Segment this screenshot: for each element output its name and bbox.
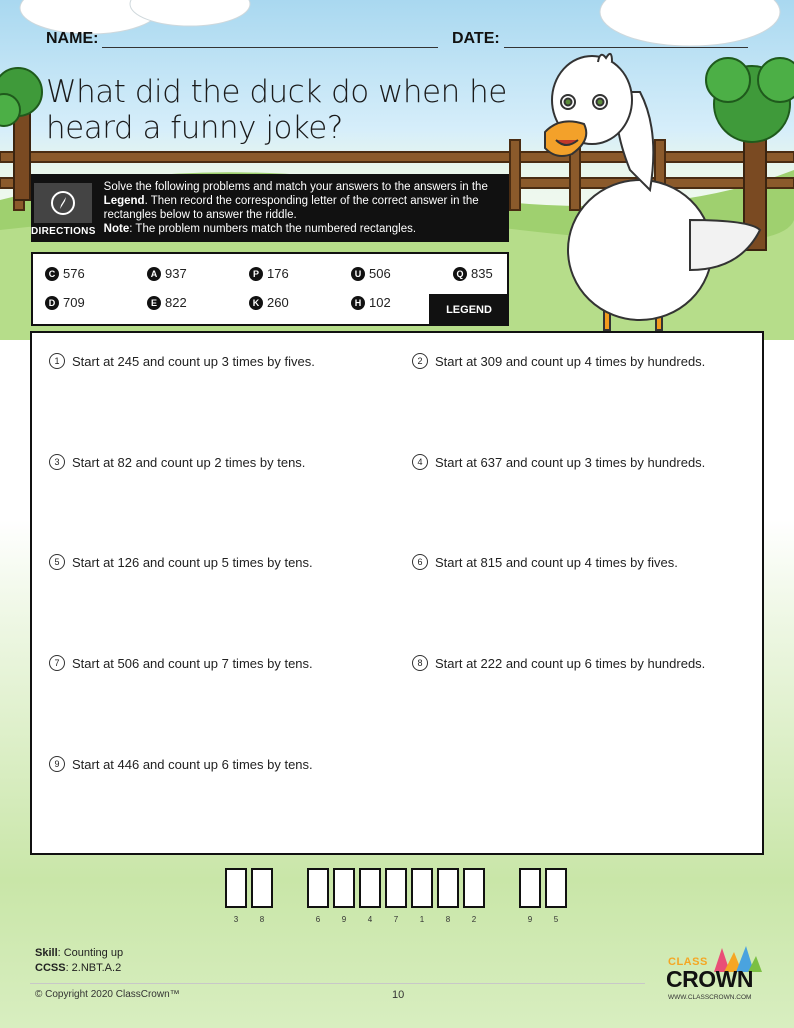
legend-item [249,266,289,281]
problem-text: Start at 815 and count up 4 times by fives. [435,554,678,570]
directions-label: DIRECTIONS [31,226,96,237]
legend-item [351,266,391,281]
legend-tag: LEGEND [429,294,509,326]
legend-letter: H [351,296,365,310]
answer-box[interactable] [437,868,459,908]
legend-value: 102 [369,295,391,310]
skill-line [35,946,123,961]
problem-item [412,655,705,671]
note-label: Note [103,223,130,235]
problem-number: 8 [412,655,428,671]
answer-box-number: 3 [233,915,239,924]
answer-box-number: 5 [553,915,559,924]
legend-value: 576 [63,266,85,281]
legend-item [45,266,85,281]
legend-letter: C [45,267,59,281]
problem-text: Start at 245 and count up 3 times by fives. [72,353,315,369]
answer-box[interactable] [333,868,355,908]
directions-text-part: . Then record the corresponding letter of the correct answer in the rectangles below to answer the riddle. [103,195,479,221]
legend-letter: E [147,296,161,310]
problem-text: Start at 637 and count up 3 times by hundreds. [435,454,706,470]
answer-box[interactable] [385,868,407,908]
name-field[interactable] [46,30,438,48]
problem-number: 4 [412,454,428,470]
problem-number: 1 [49,353,65,369]
answer-box[interactable] [225,868,247,908]
answer-box-number: 9 [527,915,533,924]
logo-crown: CROWN [666,966,753,992]
answer-box[interactable] [545,868,567,908]
legend-item [147,266,187,281]
legend-item [249,295,289,310]
ccss-line [35,961,123,976]
legend-value: 835 [471,266,493,281]
problem-number: 7 [49,655,65,671]
problem-number: 9 [49,756,65,772]
legend-letter: A [147,267,161,281]
problem-number: 3 [49,454,65,470]
legend-value: 260 [267,295,289,310]
directions-text-part: Solve the following problems and match your answers to the answers in the [103,181,488,193]
problem-item [49,454,305,470]
problem-text: Start at 309 and count up 4 times by hundreds. [435,353,706,369]
name-label: NAME: [46,30,99,47]
answer-box-number: 9 [341,915,347,924]
note-text: : The problem numbers match the numbered rectangles. [129,223,417,235]
problem-item [49,756,313,772]
ccss-label: CCSS [35,962,66,974]
problem-item [412,454,705,470]
problem-number: 5 [49,554,65,570]
problem-number: 6 [412,554,428,570]
legend-value: 176 [267,266,289,281]
legend-letter: P [249,267,263,281]
answer-box[interactable] [519,868,541,908]
compass-icon [34,183,92,223]
answer-box[interactable] [463,868,485,908]
answer-box[interactable] [251,868,273,908]
problems-box [30,331,764,855]
problem-text: Start at 446 and count up 6 times by tens. [72,756,313,772]
problem-number: 2 [412,353,428,369]
answer-box-number: 8 [445,915,451,924]
answer-box-number: 8 [259,915,265,924]
legend-letter: K [249,296,263,310]
name-line[interactable] [102,34,438,48]
classcrown-logo [666,944,770,1004]
legend-item [351,295,391,310]
riddle-title: What did the duck do when he heard a funny joke? [46,74,507,146]
problem-item [49,655,313,671]
skill-info [35,946,123,976]
problem-text: Start at 126 and count up 5 times by tens. [72,554,313,570]
page-number: 10 [392,989,405,1001]
legend-item [147,295,187,310]
problem-text: Start at 506 and count up 7 times by tens. [72,655,313,671]
legend-letter: Q [453,267,467,281]
problem-item [412,353,705,369]
problem-text: Start at 222 and count up 6 times by hundreds. [435,655,706,671]
legend-value: 709 [63,295,85,310]
problem-item [412,554,678,570]
legend-item [453,266,493,281]
directions-text [96,174,509,242]
answer-box[interactable] [359,868,381,908]
legend-value: 506 [369,266,391,281]
problem-item [49,554,313,570]
skill-value: : Counting up [57,947,124,959]
date-line[interactable] [504,34,748,48]
date-field[interactable] [452,30,748,48]
ccss-value: : 2.NBT.A.2 [65,962,122,974]
legend-value: 822 [165,295,187,310]
logo-class: CLASS [668,956,708,968]
problem-item [49,353,315,369]
answer-box[interactable] [411,868,433,908]
legend-box [31,252,509,326]
answer-box-number: 1 [419,915,425,924]
answer-box[interactable] [307,868,329,908]
logo-url: WWW.CLASSCROWN.COM [668,994,752,1001]
legend-letter: D [45,296,59,310]
answer-box-number: 4 [367,915,373,924]
answer-box-number: 7 [393,915,399,924]
answer-box-number: 2 [471,915,477,924]
directions-badge [31,174,96,242]
answer-box-number: 6 [315,915,321,924]
problem-text: Start at 82 and count up 2 times by tens. [72,454,306,470]
answer-boxes [0,868,794,928]
legend-value: 937 [165,266,187,281]
date-label: DATE: [452,30,500,47]
copyright: © Copyright 2020 ClassCrown™ [35,989,180,1000]
legend-item [45,295,85,310]
directions-panel [31,174,509,242]
skill-label: Skill [35,947,58,959]
legend-letter: U [351,267,365,281]
footer-divider [30,983,645,984]
directions-text-legend: Legend [103,195,145,207]
